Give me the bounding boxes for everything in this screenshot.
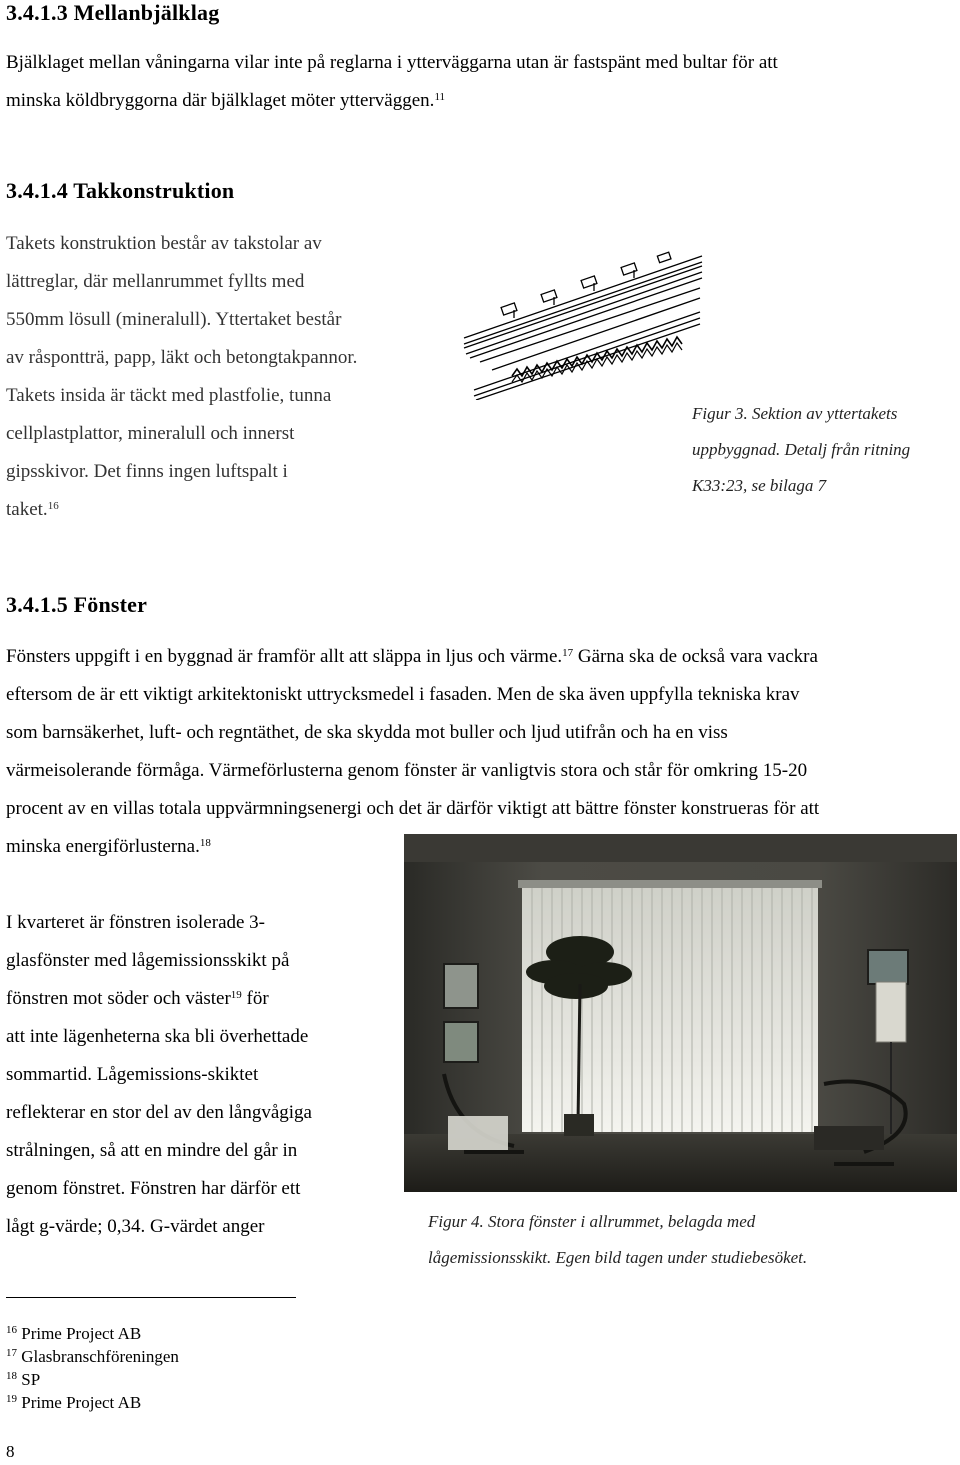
footnote-separator [6,1297,296,1298]
text-line: lågt g-värde; 0,34. G-värdet anger [6,1216,265,1237]
text-line: eftersom de är ett viktigt arkitektoniskt uttrycksmedel i fasaden. Men de ska även uppfylla tekniska krav [6,684,800,705]
paragraph-takkonstruktion [6,225,357,529]
heading-mellanbjalklag: 3.4.1.3 Mellanbjälklag [6,0,220,25]
paragraph-fonster [6,638,819,866]
text-line: taket.$^{16}$ [6,499,59,520]
roof-section-drawing [462,250,712,400]
text-line: gipsskivor. Det finns ingen luftspalt i [6,461,288,482]
text-line: Takets insida är täckt med plastfolie, tunna [6,385,332,406]
heading-fonster: 3.4.1.5 Fönster [6,592,148,617]
footnote: $^{17}$ Glasbranschföreningen [6,1347,179,1366]
caption-line: Figur 3. Sektion av yttertakets [692,404,898,423]
text-line: Fönsters uppgift i en byggnad är framför allt att släppa in ljus och värme.$^{17}$ Gärna ska de också vara vackra [6,646,818,667]
footnote-ref: 18 [199,837,211,849]
caption-line: lågemissionsskikt. Egen bild tagen under studiebesöket. [428,1248,808,1267]
text-line: Takets konstruktion består av takstolar av [6,233,322,254]
text-line: sommartid. Lågemissions-skiktet [6,1064,259,1085]
text-line: strålningen, så att en mindre del går in [6,1140,298,1161]
text-line: cellplastplattor, mineralull och innerst [6,423,295,444]
text-line: 550mm lösull (mineralull). Yttertaket består [6,309,342,330]
footnotes [6,1322,179,1414]
paragraph-mellanbjalklag [6,44,778,120]
text-line: procent av en villas totala uppvärmningsenergi och det är därför viktigt att bättre fönster konstrueras för att [6,798,820,819]
footnote-ref: 17 [562,647,574,659]
footnote: $^{18}$ SP [6,1370,41,1389]
page-number: 8 [6,1442,15,1461]
footnote-ref: 16 [47,500,59,512]
text-line: genom fönstret. Fönstren har därför ett [6,1178,301,1199]
text-line: minska köldbryggorna där bjälklaget möter ytterväggen.$^{11}$ [6,90,446,111]
text-line: fönstren mot söder och väster$^{19}$ för [6,988,269,1009]
footnote-ref: 11 [434,91,446,103]
text-line: som barnsäkerhet, luft- och regntäthet, de ska skydda mot buller och ljud utifrån och ha en viss [6,722,728,743]
text-line: värmeisolerande förmåga. Värmeförlusterna genom fönster är vanligtvis stora och står för omkring 15-20 [6,760,808,781]
caption-line: uppbyggnad. Detalj från ritning [692,440,911,459]
text-line: I kvarteret är fönstren isolerade 3- [6,912,266,933]
caption-line: Figur 4. Stora fönster i allrummet, belagda med [428,1212,756,1231]
footnote: $^{16}$ Prime Project AB [6,1324,142,1343]
text-line: Bjälklaget mellan våningarna vilar inte på reglarna i ytterväggarna utan är fastspänt med bultar för att [6,52,778,73]
text-line: glasfönster med lågemissionsskikt på [6,950,290,971]
footnote: $^{19}$ Prime Project AB [6,1393,142,1412]
heading-takkonstruktion: 3.4.1.4 Takkonstruktion [6,178,235,203]
text-line: att inte lägenheterna ska bli överhettade [6,1026,309,1047]
caption-line: K33:23, se bilaga 7 [692,476,827,495]
text-line: lättreglar, där mellanrummet fyllts med [6,271,305,292]
footnote-ref: 19 [230,989,242,1001]
text-line: av råspontträ, papp, läkt och betongtakpannor. [6,347,358,368]
text-line: minska energiförlusterna.$^{18}$ [6,836,211,857]
figure3-caption [692,396,910,504]
figure4-caption [428,1204,807,1276]
paragraph-kvarteret [6,904,312,1246]
text-line: reflekterar en stor del av den långvågiga [6,1102,312,1123]
room-photo [404,834,957,1192]
